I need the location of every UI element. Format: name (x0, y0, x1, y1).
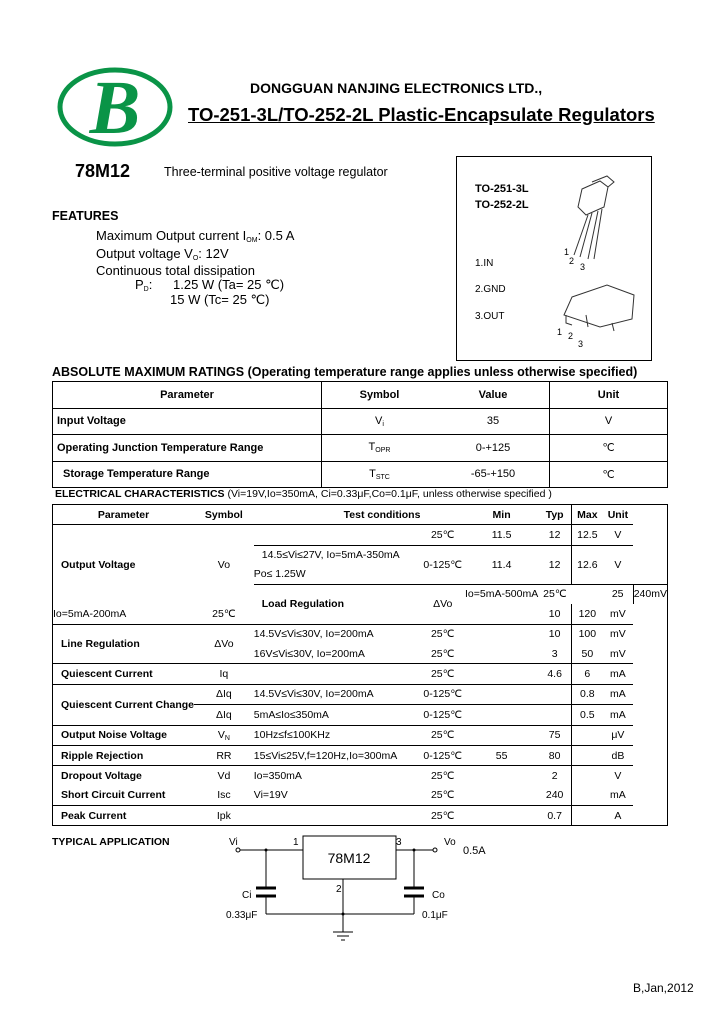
condition-line: 14.5≤Vi≤27V, Io=5mA-350mA (261, 548, 400, 561)
symbol-cell: Ipk (194, 806, 254, 826)
pin-2-label: 2.GND (475, 284, 506, 295)
max-cell: 12.6 (572, 545, 603, 584)
condition-cell: Io=350mA (254, 766, 421, 786)
typ-cell: 12 (538, 525, 571, 545)
min-cell (465, 664, 538, 684)
column-header: Min (492, 508, 511, 521)
pin2-label: 2 (336, 884, 342, 895)
column-header: Unit (607, 508, 629, 521)
param-cell: Storage Temperature Range (53, 461, 322, 488)
pin-3-label: 3.OUT (475, 311, 505, 322)
typ-cell: 12 (538, 545, 571, 584)
max-cell: 120 (578, 607, 597, 620)
tht-pin-3: 3 (580, 262, 586, 272)
temp-cell: 25℃ (420, 525, 465, 545)
min-cell (572, 584, 603, 604)
vi-label: Vi (229, 837, 238, 848)
max-cell (572, 745, 603, 765)
temp-cell: 25℃ (212, 607, 236, 620)
column-header: Symbol (359, 388, 400, 401)
typ-cell: 4.6 (538, 664, 571, 684)
table-row (53, 624, 668, 644)
temp-cell: 25℃ (430, 789, 455, 802)
condition-cell: 16V≤Vi≤30V, Io=200mA (253, 647, 365, 660)
package-drawing (552, 167, 642, 347)
param-cell: Quiescent Current Change (53, 684, 195, 725)
max-cell: 0.5 (572, 705, 603, 725)
condition-cell: Vi=19V (253, 789, 288, 802)
column-header: Symbol (204, 508, 243, 521)
unit-cell: V (603, 766, 634, 786)
ec-heading: ELECTRICAL CHARACTERISTICS (Vi=19V,Io=350mA, Ci=0.33μF,Co=0.1μF, unless otherwise specified ) (55, 488, 552, 500)
typical-application-circuit (220, 832, 500, 947)
max-cell: 6 (572, 664, 603, 684)
unit-cell: mA (603, 684, 634, 704)
typ-cell: 0.7 (538, 806, 571, 826)
table-row (53, 525, 668, 545)
condition-cell: 10Hz≤f≤100KHz (254, 725, 421, 745)
co-value: 0.1μF (422, 910, 448, 921)
temp-cell: 25℃ (420, 624, 465, 644)
unit-cell: mV (603, 624, 634, 644)
min-cell (465, 705, 538, 725)
table-row (53, 745, 668, 765)
typical-application-heading: TYPICAL APPLICATION (52, 836, 170, 848)
max-cell (572, 766, 603, 786)
table-row (53, 725, 668, 745)
min-cell (465, 786, 538, 806)
table-row (53, 461, 668, 488)
column-header: Parameter (53, 382, 322, 409)
package-name-1: TO-251-3L (475, 183, 529, 195)
column-header: Unit (597, 388, 620, 401)
min-cell (465, 806, 538, 826)
absolute-maximum-ratings-table (52, 381, 668, 488)
column-header: Max (577, 508, 598, 521)
condition-cell: Io=5mA-200mA (53, 607, 127, 620)
temp-cell: 25℃ (538, 584, 571, 604)
condition-cell: 14.5V≤Vi≤30V, Io=200mA (254, 624, 421, 644)
typ-cell: 10 (538, 604, 571, 624)
unit-cell: mA (603, 664, 634, 684)
ci-label: Ci (242, 890, 252, 901)
param-cell: Operating Junction Temperature Range (53, 435, 322, 462)
typ-cell: 75 (538, 725, 571, 745)
value-cell: 0-+125 (437, 435, 550, 462)
column-header: Test conditions (343, 508, 421, 521)
condition-cell (254, 806, 421, 826)
unit-cell: V (603, 545, 634, 584)
symbol-cell: ΔIq (194, 705, 254, 725)
typ-cell: 240 (538, 786, 571, 806)
typ-cell: 25 (603, 584, 634, 604)
table-row (53, 806, 668, 826)
temp-cell: 25℃ (420, 725, 465, 745)
param-cell: Load Regulation (254, 584, 421, 624)
condition-cell: Io=5mA-500mA (465, 584, 538, 604)
max-cell (572, 806, 603, 826)
symbol-cell: $V_N$ (194, 725, 254, 745)
vo-label: Vo (444, 837, 456, 848)
package-name-2: TO-252-2L (475, 199, 529, 211)
min-cell: 11.5 (465, 525, 538, 545)
output-current: 0.5A (463, 845, 486, 857)
table-row (53, 408, 668, 435)
symbol-cell: RR (194, 745, 254, 765)
symbol-cell: ΔIq (194, 684, 254, 704)
temp-cell: 0-125℃ (420, 545, 465, 584)
symbol-cell: ΔVo (194, 624, 254, 664)
symbol-cell: Vo (194, 525, 254, 604)
param-cell: Input Voltage (53, 408, 322, 435)
typ-cell: 2 (538, 766, 571, 786)
table-row (53, 766, 668, 786)
param-cell: Short Circuit Current (61, 789, 166, 802)
amr-heading: ABSOLUTE MAXIMUM RATINGS (Operating temperature range applies unless otherwise specified) (52, 365, 638, 379)
part-number: 78M12 (75, 161, 131, 181)
min-cell: 55 (465, 745, 538, 765)
unit-cell: V (604, 415, 613, 428)
co-label: Co (432, 890, 445, 901)
temp-cell: 0-125℃ (420, 705, 465, 725)
param-cell: Ripple Rejection (53, 745, 195, 765)
temp-cell: 25℃ (420, 766, 465, 786)
temp-cell: 25℃ (430, 647, 455, 660)
ci-value: 0.33μF (226, 910, 258, 921)
max-cell: 100 (572, 624, 603, 644)
table-cell (420, 505, 465, 525)
condition-cell (254, 545, 421, 584)
pin1-label: 1 (293, 837, 299, 848)
table-row (53, 664, 668, 684)
max-cell: 50 (581, 647, 594, 660)
symbol-cell: Iq (194, 664, 254, 684)
condition-cell: 14.5V≤Vi≤30V, Io=200mA (254, 684, 421, 704)
temp-cell: 0-125℃ (420, 745, 465, 765)
max-cell (572, 786, 603, 806)
min-cell (465, 624, 538, 644)
company-name: DONGGUAN NANJING ELECTRONICS LTD., (250, 80, 543, 96)
symbol-cell: $T_{OPR}$ (368, 441, 391, 455)
unit-cell: ℃ (602, 442, 615, 455)
unit-cell: V (603, 525, 634, 545)
part-description: Three-terminal positive voltage regulator (164, 165, 388, 179)
table-header-row (53, 382, 668, 409)
condition-cell (254, 664, 421, 684)
feature-pd-tc: 15 W (Tc= 25 ℃) (170, 292, 270, 307)
unit-cell: mV (651, 584, 667, 604)
typ-cell (538, 684, 571, 704)
temp-cell: 25℃ (420, 806, 465, 826)
param-cell: Output Voltage (53, 525, 195, 604)
value-cell: 35 (437, 408, 550, 435)
smd-pin-3: 3 (578, 339, 584, 347)
smd-pin-1: 1 (557, 327, 563, 337)
pin3-label: 3 (396, 837, 402, 848)
symbol-cell: Vd (194, 766, 254, 786)
unit-cell: mA (603, 705, 634, 725)
column-header: Typ (538, 505, 571, 525)
condition-cell: 5mA≤Io≤350mA (254, 705, 421, 725)
tht-pin-1: 1 (564, 247, 570, 257)
param-cell: Quiescent Current (53, 664, 195, 684)
param-cell: Peak Current (53, 806, 195, 826)
svg-text:B: B (89, 67, 141, 147)
unit-cell: A (603, 806, 634, 826)
tht-pin-2: 2 (569, 256, 575, 266)
unit-cell: mV (610, 607, 626, 620)
feature-pd-label: $P_D$: (135, 277, 153, 293)
document-title: TO-251-3L/TO-252-2L Plastic-Encapsulate Regulators (188, 104, 655, 125)
max-cell: 240 (633, 584, 651, 604)
unit-cell: dB (603, 745, 634, 765)
max-cell: 0.8 (572, 684, 603, 704)
symbol-cell: ΔVo (420, 584, 465, 624)
chip-label: 78M12 (327, 850, 371, 866)
min-cell (465, 604, 538, 624)
symbol-cell: $V_i$ (375, 414, 384, 428)
unit-cell: mV (610, 647, 626, 660)
feature-max-current: Maximum Output current $I_{OM}$: 0.5 A (96, 228, 295, 244)
features-heading: FEATURES (52, 209, 119, 223)
feature-dissipation: Continuous total dissipation (96, 263, 255, 278)
param-cell: Line Regulation (53, 624, 195, 664)
symbol-cell: Isc (217, 789, 231, 802)
table-row (53, 786, 668, 806)
typ-cell (538, 705, 571, 725)
condition-cell (254, 525, 421, 545)
pin-1-label: 1.IN (475, 258, 494, 269)
column-header: Parameter (97, 508, 150, 521)
temp-cell: 0-125℃ (420, 684, 465, 704)
unit-cell: μV (603, 725, 634, 745)
unit-cell: mA (610, 789, 626, 802)
min-cell: 11.4 (465, 545, 538, 584)
package-box (456, 156, 652, 361)
table-row (53, 435, 668, 462)
max-cell (572, 725, 603, 745)
param-cell: Output Noise Voltage (53, 725, 195, 745)
temp-cell: 25℃ (420, 664, 465, 684)
electrical-characteristics-table (52, 504, 668, 826)
min-cell (465, 725, 538, 745)
min-cell (465, 766, 538, 786)
table-header-row (53, 505, 668, 525)
min-cell (465, 684, 538, 704)
condition-line: Po≤ 1.25W (253, 567, 306, 580)
typ-cell: 10 (538, 624, 571, 644)
symbol-cell: $T_{STC}$ (369, 467, 390, 481)
typ-cell: 3 (538, 644, 571, 664)
typ-cell: 80 (538, 745, 571, 765)
feature-output-voltage: Output voltage $V_O$: 12V (96, 246, 229, 262)
smd-pin-2: 2 (568, 331, 574, 341)
min-cell (465, 644, 538, 664)
feature-pd-ta: 1.25 W (Ta= 25 ℃) (173, 277, 285, 292)
max-cell: 12.5 (572, 525, 603, 545)
table-row (53, 684, 668, 704)
value-cell: -65-+150 (437, 461, 550, 488)
param-cell: Dropout Voltage (53, 766, 195, 786)
column-header: Value (437, 382, 550, 409)
company-logo (57, 67, 173, 147)
unit-cell: ℃ (602, 468, 615, 481)
condition-cell: 15≤Vi≤25V,f=120Hz,Io=300mA (254, 745, 421, 765)
revision-date: B,Jan,2012 (633, 981, 694, 995)
